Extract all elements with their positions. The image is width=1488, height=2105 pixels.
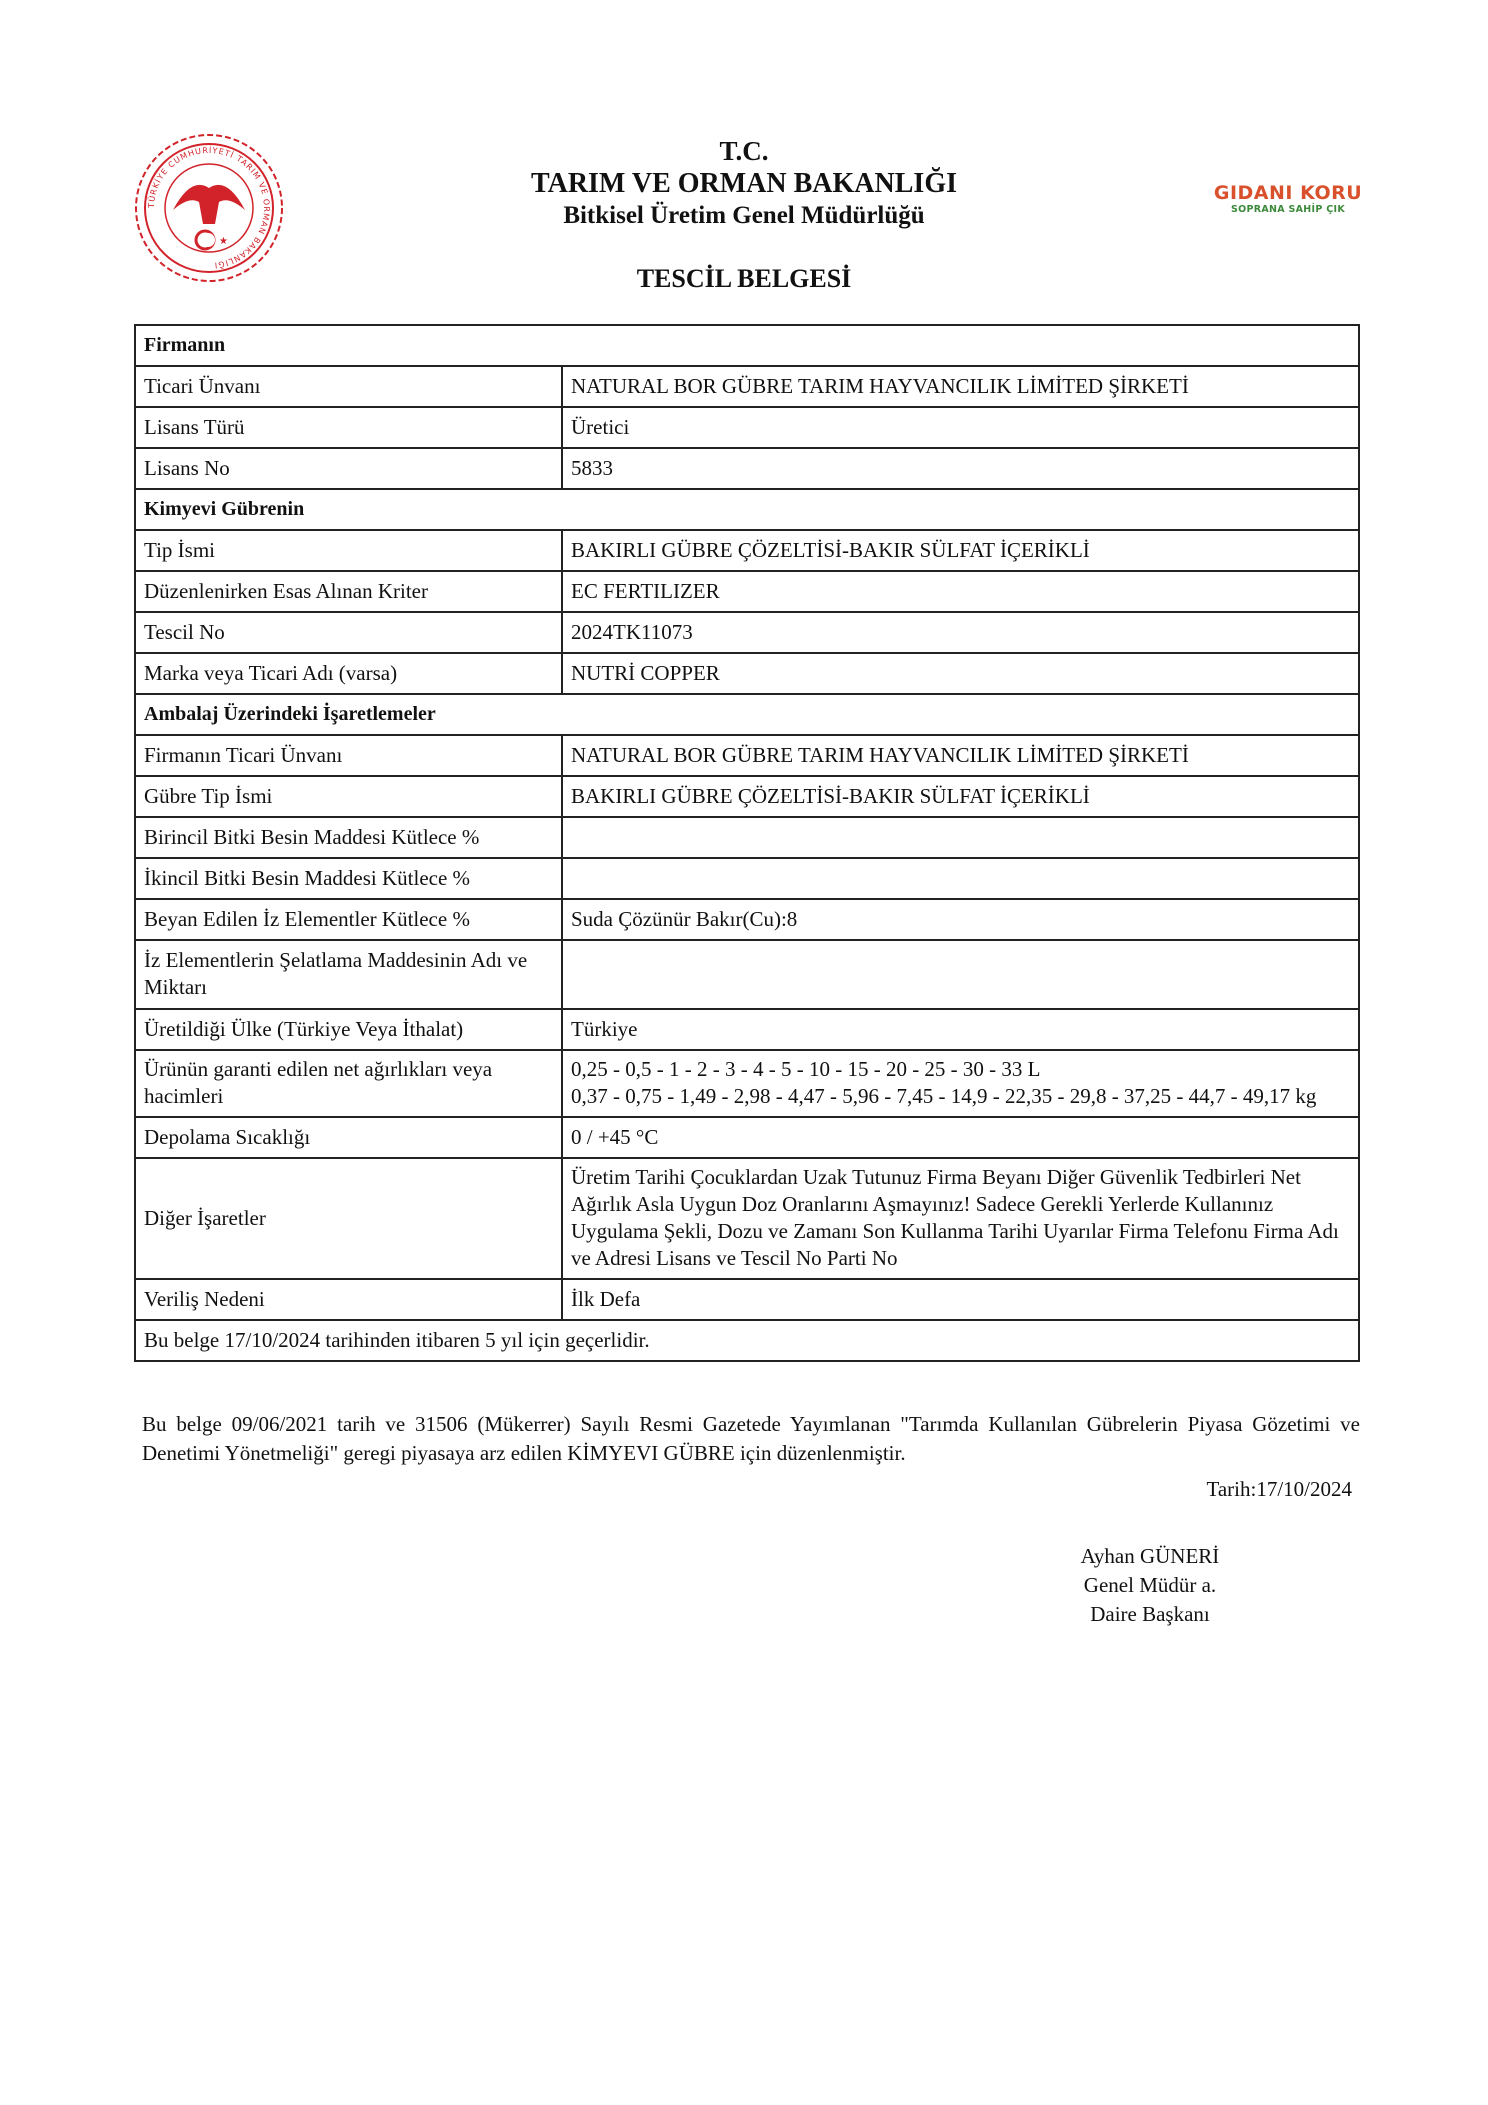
type-name-value: BAKIRLI GÜBRE ÇÖZELTİSİ-BAKIR SÜLFAT İÇERİKLİ xyxy=(562,530,1359,571)
fert-type-name-value: BAKIRLI GÜBRE ÇÖZELTİSİ-BAKIR SÜLFAT İÇERİKLİ xyxy=(562,776,1359,817)
header-department: Bitkisel Üretim Genel Müdürlüğü xyxy=(563,202,925,229)
brand-name: GIDANI KORU xyxy=(1213,182,1363,204)
secondary-nutrient-value xyxy=(562,858,1359,899)
registration-no-label: Tescil No xyxy=(135,612,562,653)
brand-logo xyxy=(1208,182,1368,215)
trade-name-value: NATURAL BOR GÜBRE TARIM HAYVANCILIK LİMİTED ŞİRKETİ xyxy=(562,366,1359,407)
chelating-value xyxy=(562,940,1359,1009)
origin-label: Üretildiği Ülke (Türkiye Veya İthalat) xyxy=(135,1009,562,1050)
table-row xyxy=(135,1279,1359,1320)
brand-name-value: NUTRİ COPPER xyxy=(562,653,1359,694)
section-fertilizer: Kimyevi Gübrenin xyxy=(135,489,1359,530)
fert-type-name-label: Gübre Tip İsmi xyxy=(135,776,562,817)
table-row xyxy=(135,530,1359,571)
section-firm: Firmanın xyxy=(135,325,1359,366)
trade-name-label: Ticari Ünvanı xyxy=(135,366,562,407)
table-row xyxy=(135,858,1359,899)
chelating-label: İz Elementlerin Şelatlama Maddesinin Adı ve Miktarı xyxy=(135,940,562,1009)
storage-temp-value: 0 / +45 °C xyxy=(562,1117,1359,1158)
signer-position: Daire Başkanı xyxy=(1090,1602,1210,1626)
criterion-label: Düzenlenirken Esas Alınan Kriter xyxy=(135,571,562,612)
license-no-value: 5833 xyxy=(562,448,1359,489)
firm-trade-name-value: NATURAL BOR GÜBRE TARIM HAYVANCILIK LİMİTED ŞİRKETİ xyxy=(562,735,1359,776)
brand-name-label: Marka veya Ticari Adı (varsa) xyxy=(135,653,562,694)
table-row xyxy=(135,1320,1359,1361)
license-no-label: Lisans No xyxy=(135,448,562,489)
other-markings-label: Diğer İşaretler xyxy=(135,1158,562,1279)
secondary-nutrient-label: İkincil Bitki Besin Maddesi Kütlece % xyxy=(135,858,562,899)
net-amounts-label: Ürünün garanti edilen net ağırlıkları veya hacimleri xyxy=(135,1050,562,1117)
section-row-firm xyxy=(135,325,1359,366)
license-type-value: Üretici xyxy=(562,407,1359,448)
table-row xyxy=(135,817,1359,858)
table-row xyxy=(135,776,1359,817)
table-row xyxy=(135,407,1359,448)
registration-table xyxy=(134,324,1360,1362)
trace-elements-value: Suda Çözünür Bakır(Cu):8 xyxy=(562,899,1359,940)
table-row xyxy=(135,899,1359,940)
origin-value: Türkiye xyxy=(562,1009,1359,1050)
svg-text:★: ★ xyxy=(219,236,228,247)
validity-statement: Bu belge 17/10/2024 tarihinden itibaren 5 yıl için geçerlidir. xyxy=(135,1320,1359,1361)
table-row xyxy=(135,1158,1359,1279)
primary-nutrient-value xyxy=(562,817,1359,858)
table-row xyxy=(135,571,1359,612)
trace-elements-label: Beyan Edilen İz Elementler Kütlece % xyxy=(135,899,562,940)
storage-temp-label: Depolama Sıcaklığı xyxy=(135,1117,562,1158)
signer-title: Genel Müdür a. xyxy=(1083,1573,1217,1597)
table-row xyxy=(135,366,1359,407)
table-row xyxy=(135,612,1359,653)
net-amounts-liters: 0,25 - 0,5 - 1 - 2 - 3 - 4 - 5 - 10 - 15 - 20 - 25 - 30 - 33 L xyxy=(571,1057,1041,1081)
header-ministry: TARIM VE ORMAN BAKANLIĞI xyxy=(531,168,957,199)
type-name-label: Tip İsmi xyxy=(135,530,562,571)
document-title: TESCİL BELGESİ xyxy=(636,264,852,293)
section-row-packaging xyxy=(135,694,1359,735)
primary-nutrient-label: Birincil Bitki Besin Maddesi Kütlece % xyxy=(135,817,562,858)
net-amounts-value xyxy=(562,1050,1359,1117)
regulation-note: Bu belge 09/06/2021 tarih ve 31506 (Mükerrer) Sayılı Resmi Gazetede Yayımlanan "Tarımda Kullanılan Gübrelerin Piyasa Gözetimi ve Denetimi Yönetmeliği" geregi piyasaya arz edilen KİMYEVI GÜBRE için düzenlenmiştir. xyxy=(142,1412,1360,1465)
section-packaging: Ambalaj Üzerindeki İşaretlemeler xyxy=(135,694,1359,735)
signer-name: Ayhan GÜNERİ xyxy=(1080,1544,1220,1568)
section-row-fertilizer xyxy=(135,489,1359,530)
table-row xyxy=(135,1009,1359,1050)
registration-no-value: 2024TK11073 xyxy=(562,612,1359,653)
table-row xyxy=(135,1117,1359,1158)
table-row xyxy=(135,735,1359,776)
other-markings-value: Üretim Tarihi Çocuklardan Uzak Tutunuz Firma Beyanı Diğer Güvenlik Tedbirleri Net Ağırlık Asla Uygun Doz Oranlarını Aşmayınız! Sadece Gerekli Yerlerde Kullanınız Uygulama Şekli, Dozu ve Zamanı Son Kullanma Tarihi Uyarılar Firma Telefonu Firma Adı ve Adresi Lisans ve Tescil No Parti No xyxy=(562,1158,1359,1279)
firm-trade-name-label: Firmanın Ticari Ünvanı xyxy=(135,735,562,776)
issue-reason-label: Veriliş Nedeni xyxy=(135,1279,562,1320)
issue-reason-value: İlk Defa xyxy=(562,1279,1359,1320)
net-amounts-kilograms: 0,37 - 0,75 - 1,49 - 2,98 - 4,47 - 5,96 - 7,45 - 14,9 - 22,35 - 29,8 - 37,25 - 44,7 - 49,17 kg xyxy=(571,1084,1317,1108)
table-row xyxy=(135,448,1359,489)
table-row xyxy=(135,940,1359,1009)
signature-block xyxy=(1040,1542,1260,1629)
criterion-value: EC FERTILIZER xyxy=(562,571,1359,612)
table-row xyxy=(135,653,1359,694)
header-tc: T.C. xyxy=(719,136,769,166)
table-row xyxy=(135,1050,1359,1117)
document-date: Tarih:17/10/2024 xyxy=(1206,1477,1352,1501)
brand-tagline: SOPRANA SAHİP ÇIK xyxy=(1230,204,1346,215)
svg-text:TÜRKİYE CUMHURİYETİ TARIM VE O: TÜRKİYE CUMHURİYETİ TARIM VE ORMAN BAKANLIĞI xyxy=(146,145,272,270)
license-type-label: Lisans Türü xyxy=(135,407,562,448)
